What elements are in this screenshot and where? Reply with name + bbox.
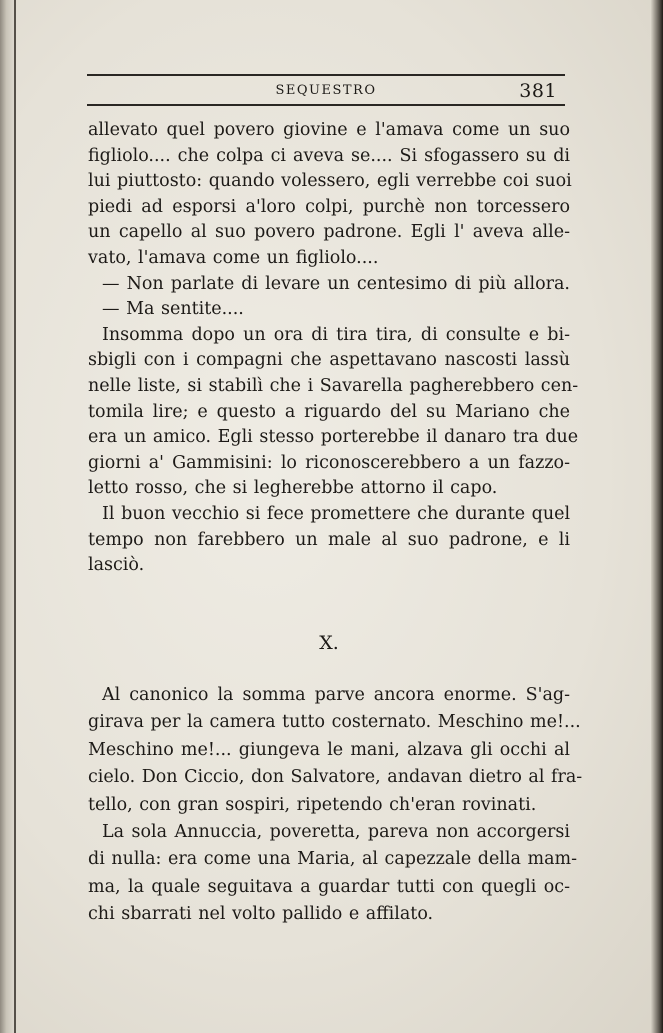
text-line: tomila lire; e questo a riguardo del su Mariano che	[88, 401, 570, 422]
page-binding-line	[14, 0, 16, 1033]
text-line: allevato quel povero giovine e l'amava come un suo	[88, 120, 570, 140]
body-text-section-one	[88, 118, 579, 579]
text-line: chi sbarrati nel volto pallido e affilato.	[88, 904, 434, 925]
chapter-heading: X.	[319, 632, 339, 654]
text-line: sbigli con i compagni che aspettavano nascosti lassù	[88, 350, 570, 371]
text-line: giorni a' Gammisini: lo riconoscerebbero a un fazzo-	[88, 452, 570, 473]
header-rule-bottom	[87, 104, 565, 106]
text-line: ma, la quale seguitava a guardar tutti con quegli oc-	[88, 876, 570, 897]
text-line: Insomma dopo un ora di tira tira, di consulte e bi-	[102, 324, 570, 345]
text-line: girava per la camera tutto costernato. Meschino me!...	[88, 712, 581, 733]
text-line: figliolo.... che colpa ci aveva se.... Si sfogassero su di	[88, 145, 570, 166]
running-title: SEQUESTRO	[275, 83, 377, 98]
text-line: La sola Annuccia, poveretta, pareva non accorgersi	[102, 821, 570, 842]
text-line: letto rosso, che si legherebbe attorno il capo.	[88, 478, 498, 499]
page-number: 381	[519, 80, 557, 102]
text-line: piedi ad esporsi a'loro colpi, purchè non torcessero	[88, 196, 570, 217]
page-right-edge	[651, 0, 663, 1033]
text-line: tello, con gran sospiri, ripetendo ch'eran rovinati.	[88, 794, 537, 815]
text-line: Meschino me!... giungeva le mani, alzava gli occhi al	[88, 739, 570, 760]
text-line: tempo non farebbero un male al suo padrone, e li	[88, 529, 570, 550]
text-line: — Ma sentite....	[102, 299, 244, 320]
text-line: lui piuttosto: quando volessero, egli verrebbe coi suoi	[88, 171, 572, 192]
text-line: cielo. Don Ciccio, don Salvatore, andavan dietro al fra-	[88, 767, 583, 788]
text-line: — Non parlate di levare un centesimo di più allora.	[102, 273, 570, 294]
text-line: lasciò.	[88, 555, 145, 576]
running-head	[87, 80, 565, 102]
text-line: vato, l'amava come un figliolo....	[88, 247, 379, 268]
header-rule-top	[87, 74, 565, 76]
text-line: di nulla: era come una Maria, al capezzale della mam-	[88, 849, 578, 870]
text-line: Al canonico la somma parve ancora enorme. S'ag-	[102, 685, 570, 705]
text-line: era un amico. Egli stesso porterebbe il danaro tra due	[88, 427, 579, 448]
text-line: un capello al suo povero padrone. Egli l' aveva alle-	[88, 222, 570, 243]
text-line: nelle liste, si stabilì che i Savarella pagherebbero cen-	[88, 375, 579, 396]
body-text-section-two	[88, 682, 583, 929]
text-line: Il buon vecchio si fece promettere che durante quel	[102, 503, 571, 524]
